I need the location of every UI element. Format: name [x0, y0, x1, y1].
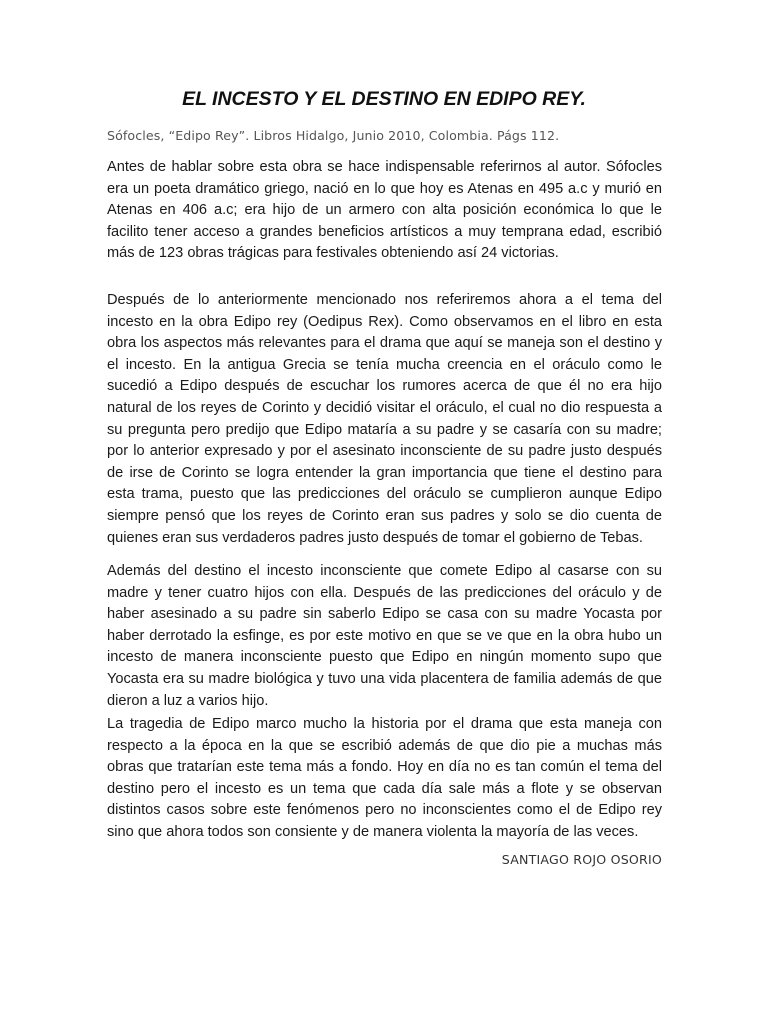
paragraph-unconscious-incest: Además del destino el incesto inconsciente que comete Edipo al casarse con su madre y tener cuatro hijos con ella. Después de las predicciones del oráculo y de haber asesinado a su padre sin saberlo Edipo se casa con su madre Yocasta por haber derrotado la esfinge, es por este motivo en que se ve que en la obra hubo un incesto de manera inconsciente puesto que Edipo en ningún momento supo que Yocasta era su madre biológica y tuvo una vida placentera de familia además de que dieron a luz a varios hijo. — [107, 563, 662, 709]
citation: Sófocles, “Edipo Rey”. Libros Hidalgo, Junio 2010, Colombia. Págs 112. — [107, 128, 560, 143]
paragraph-conclusion: La tragedia de Edipo marco mucho la historia por el drama que esta maneja con respecto a la época en la que se escribió además de que dio pie a muchas más obras que tratarían este tema más a fondo. Hoy en día no es tan común el tema del destino pero el incesto es un tema que cada día sale más a flote y se observan distintos casos sobre este fenómenos pero no inconscientes como el de Edipo rey sino que ahora todos son consiente y de manera violenta la mayoría de las veces. — [107, 716, 662, 840]
author-signature: SANTIAGO ROJO OSORIO — [501, 852, 662, 867]
document-title: EL INCESTO Y EL DESTINO EN EDIPO REY. — [182, 88, 586, 110]
paragraph-intro: Antes de hablar sobre esta obra se hace indispensable referirnos al autor. Sófocles era un poeta dramático griego, nació en lo que hoy es Atenas en 495 a.c y murió en Atenas en 406 a.c; era hijo de un armero con alta posición económica lo que le facilito tener acceso a grandes beneficios artísticos a muy temprana edad, escribió más de 123 obras trágicas para festivales obteniendo así 24 victorias. — [107, 159, 662, 262]
paragraph-destiny-incest: Después de lo anteriormente mencionado nos referiremos ahora a el tema del incesto en la obra Edipo rey (Oedipus Rex). Como observamos en el libro en esta obra los aspectos más relevantes para el drama que aquí se maneja son el destino y el incesto. En la antigua Grecia se tenía mucha creencia en el oráculo como le sucedió a Edipo después de escuchar los rumores acerca de que él no era hijo natural de los reyes de Corinto y decidió visitar el oráculo, el cual no dio respuesta a su pregunta pero predijo que Edipo mataría a su padre y se casaría con su madre; por lo anterior expresado y por el asesinato inconsciente de su padre justo después de irse de Corinto se logra entender la gran importancia que tiene el destino para esta trama, puesto que las predicciones del oráculo se cumplieron aunque Edipo siempre pensó que los reyes de Corinto eran sus padres y solo se dio cuenta de quienes eran sus verdaderos padres justo después de tomar el gobierno de Tebas. — [107, 292, 662, 546]
